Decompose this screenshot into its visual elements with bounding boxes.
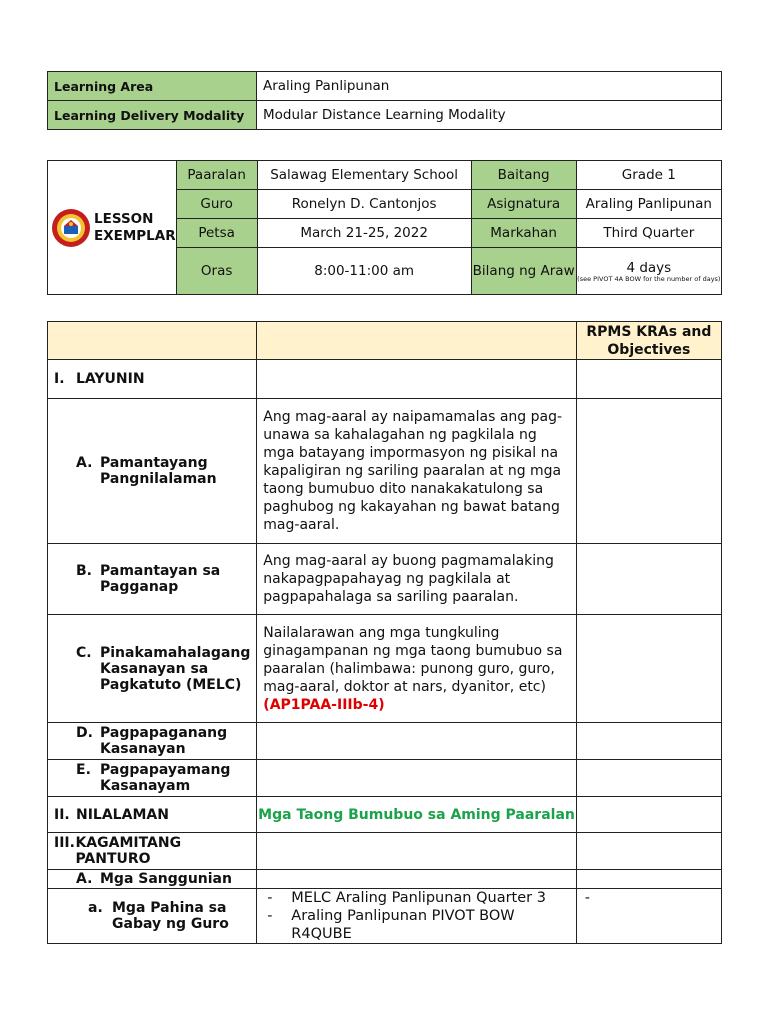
- pamantayang-pangnilalaman-label: A. Pamantayang Pangnilalaman: [76, 455, 217, 487]
- sanggunian-list: [257, 889, 575, 943]
- pamantayang-pangnilalaman-text: Ang mag-aaral ay naipamamalas ang pag-unawa sa kahalagahan ng pagkilala ng mga batayang impormasyon ng pisikal na kapaligiran ng sariling paaralan at ng mga taong bumubuo dito nanakakatulong sa paghubog ng kakayahan ng bawat batang mag-aaral.: [257, 399, 576, 544]
- oras-value: 8:00-11:00 am: [257, 248, 471, 295]
- learning-area-label: Learning Area: [48, 72, 257, 101]
- bilang-note: (see PIVOT 4A BOW for the number of days): [577, 274, 721, 283]
- lesson-title-line1: LESSON: [94, 210, 154, 227]
- kagamitang-panturo-heading: III. KAGAMITANG PANTURO: [54, 835, 182, 867]
- list-item: - MELC Araling Panlipunan Quarter 3: [267, 890, 546, 906]
- nilalaman-value: Mga Taong Bumubuo sa Aming Paaralan: [257, 797, 576, 833]
- bilang-cell: [576, 248, 721, 295]
- pagpapayamang-kasanayam-label: E. Pagpapayamang Kasanayam: [76, 762, 231, 794]
- markahan-value: Third Quarter: [576, 219, 721, 248]
- lesson-exemplar-table: [47, 160, 722, 295]
- oras-label: Oras: [176, 248, 257, 295]
- paaralan-label: Paaralan: [176, 161, 257, 190]
- lesson-plan-table: [47, 321, 722, 944]
- guro-value: Ronelyn D. Cantonjos: [257, 190, 471, 219]
- melc-code: (AP1PAA-IIIb-4): [263, 696, 385, 713]
- list-item: - Araling Panlipunan PIVOT BOW R4QUBE: [267, 908, 515, 942]
- petsa-label: Petsa: [176, 219, 257, 248]
- bilang-value: 4 days: [626, 259, 672, 276]
- modality-value: Modular Distance Learning Modality: [257, 101, 722, 130]
- pamantayan-sa-pagganap-text: Ang mag-aaral ay buong pagmamalaking nakapagpapahayag ng pagkilala at pagpapahalaga sa sariling paaralan.: [257, 544, 576, 615]
- asignatura-label: Asignatura: [471, 190, 576, 219]
- mga-pahina-list-cell: [257, 889, 576, 944]
- modality-label: Learning Delivery Modality: [48, 101, 257, 130]
- rpms-header: RPMS KRAs and Objectives: [576, 322, 721, 360]
- asignatura-value: Araling Panlipunan: [576, 190, 721, 219]
- header-blank-2: [257, 322, 576, 360]
- learning-area-table: [47, 71, 722, 130]
- lesson-title-line2: EXEMPLAR: [94, 227, 176, 244]
- lesson-exemplar-header: [48, 161, 177, 295]
- baitang-label: Baitang: [471, 161, 576, 190]
- markahan-label: Markahan: [471, 219, 576, 248]
- mga-sanggunian-label: A. Mga Sanggunian: [76, 871, 232, 887]
- paaralan-value: Salawag Elementary School: [257, 161, 471, 190]
- deped-seal-logo: [51, 208, 91, 248]
- guro-label: Guro: [176, 190, 257, 219]
- pahina-rpms: -: [576, 889, 721, 944]
- nilalaman-heading: II. NILALAMAN: [54, 806, 169, 823]
- mga-pahina-label: a. Mga Pahina sa Gabay ng Guro: [88, 900, 229, 932]
- header-blank-1: [48, 322, 257, 360]
- melc-text: Nailalarawan ang mga tungkuling ginagampanan ng mga taong bumubuo sa paaralan (halimbawa: punong guro, guro, mag-aaral, doktor at nars, dyanitor, etc): [263, 624, 563, 695]
- baitang-value: Grade 1: [576, 161, 721, 190]
- bilang-label: Bilang ng Araw: [471, 248, 576, 295]
- layunin-heading: I. LAYUNIN: [54, 371, 145, 387]
- pagpapaganang-kasanayan-label: D. Pagpapaganang Kasanayan: [76, 725, 228, 757]
- pamantayan-sa-pagganap-label: B. Pamantayan sa Pagganap: [76, 563, 221, 595]
- melc-label: C. Pinakamahalagang Kasanayan sa Pagkatuto (MELC): [76, 644, 251, 693]
- learning-area-value: Araling Panlipunan: [257, 72, 722, 101]
- melc-cell: [257, 615, 576, 723]
- petsa-value: March 21-25, 2022: [257, 219, 471, 248]
